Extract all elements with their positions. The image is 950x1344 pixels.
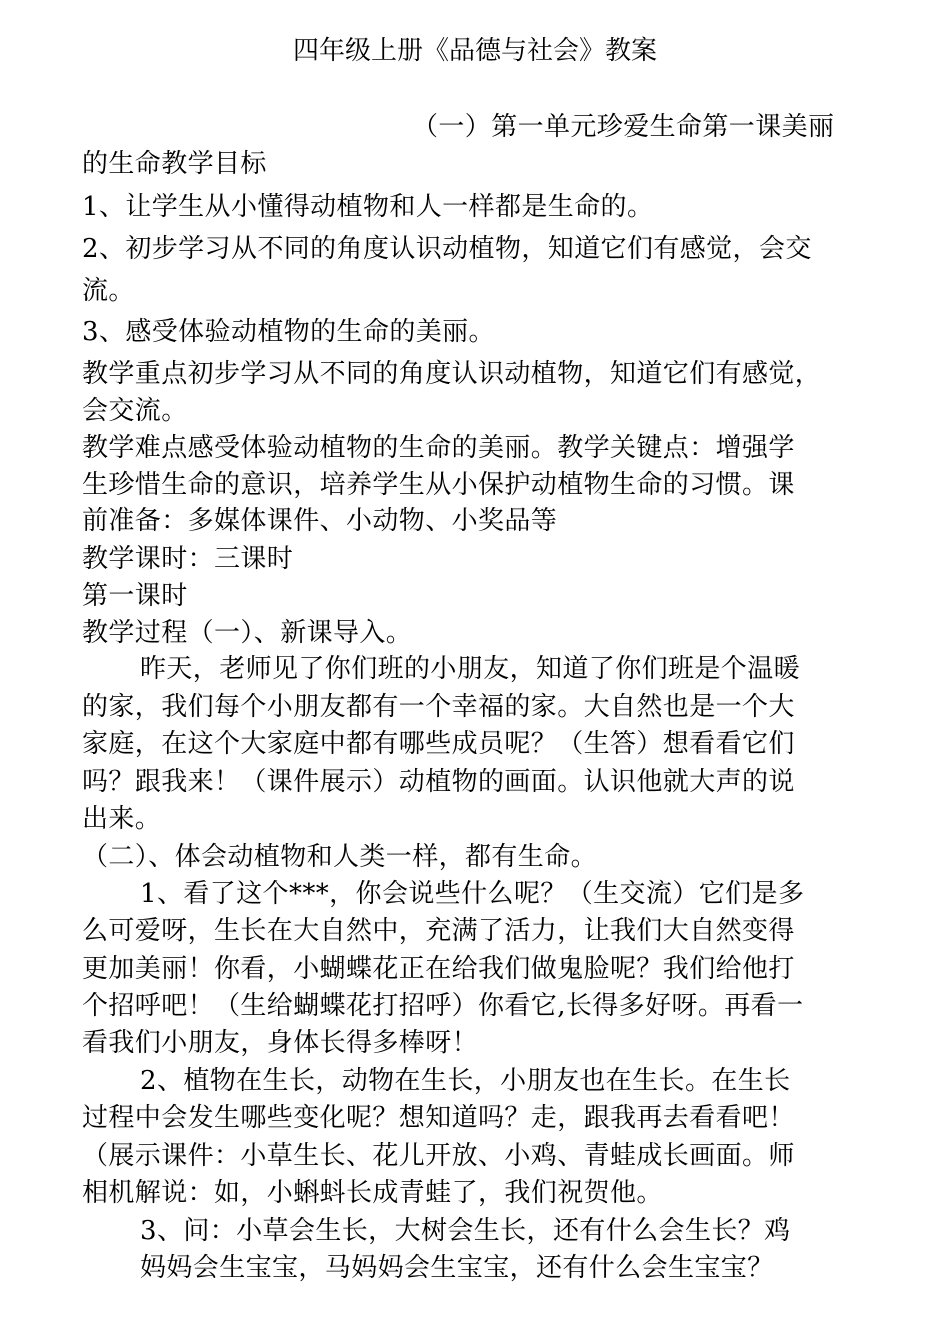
paragraph-first-line: 1、看了这个***，你会说些什么呢？（生交流）它们是多: [140, 879, 805, 909]
text-line: 流。: [82, 276, 135, 306]
paragraph-first-line: 2、植物在生长，动物在生长，小朋友也在生长。在生长: [140, 1066, 791, 1096]
text-line: 个招呼吧！（生给蝴蝶花打招呼）你看它,长得多好呀。再看一: [82, 991, 804, 1021]
text-line: 妈妈会生宝宝，马妈妈会生宝宝，还有什么会生宝宝？: [140, 1253, 774, 1283]
text-line-unit-heading: （一）第一单元珍爱生命第一课美丽: [412, 112, 835, 142]
text-line: 过程中会发生哪些变化呢？想知道吗？走，跟我再去看看吧！: [82, 1103, 795, 1133]
text-line: 会交流。: [82, 396, 188, 426]
text-line: 教学重点初步学习从不同的角度认识动植物，知道它们有感觉，: [82, 359, 822, 389]
text-line: 教学课时：三课时: [82, 544, 294, 574]
text-line: 的生命教学目标: [82, 149, 267, 179]
text-line: 前准备：多媒体课件、小动物、小奖品等: [82, 506, 558, 536]
text-line: 吗？跟我来！（课件展示）动植物的画面。认识他就大声的说: [82, 767, 795, 797]
text-line: 的家，我们每个小朋友都有一个幸福的家。大自然也是一个大: [82, 692, 795, 722]
text-line: 教学难点感受体验动植物的生命的美丽。教学关键点：增强学: [82, 433, 795, 463]
text-line: 1、让学生从小懂得动植物和人一样都是生命的。: [82, 192, 654, 222]
text-line: 么可爱呀，生长在大自然中，充满了活力，让我们大自然变得: [82, 916, 795, 946]
text-line: 出来。: [82, 804, 162, 834]
text-line: （二）、体会动植物和人类一样，都有生命。: [82, 842, 598, 872]
text-line: 教学过程（一）、新课导入。: [82, 618, 413, 648]
paragraph-first-line: 昨天，老师见了你们班的小朋友，知道了你们班是个温暖: [140, 654, 801, 684]
text-line: 生珍惜生命的意识，培养学生从小保护动植物生命的习惯。课: [82, 470, 795, 500]
text-line: 3、感受体验动植物的生命的美丽。: [82, 317, 495, 347]
text-line: 家庭，在这个大家庭中都有哪些成员呢？（生答）想看看它们: [82, 729, 795, 759]
text-line: 相机解说：如，小蝌蚪长成青蛙了，我们祝贺他。: [82, 1178, 663, 1208]
text-line: 第一课时: [82, 581, 188, 611]
text-line: 更加美丽！你看，小蝴蝶花正在给我们做鬼脸呢？我们给他打: [82, 954, 795, 984]
text-line: 看我们小朋友，身体长得多棒呀！: [82, 1028, 479, 1058]
paragraph-first-line: 3、问：小草会生长，大树会生长，还有什么会生长？鸡: [140, 1216, 791, 1246]
text-line: 2、初步学习从不同的角度认识动植物，知道它们有感觉，会交: [82, 234, 812, 264]
text-line: （展示课件：小草生长、花儿开放、小鸡、青蛙成长画面。师: [82, 1141, 795, 1171]
document-title: 四年级上册《品德与社会》教案: [292, 36, 657, 66]
